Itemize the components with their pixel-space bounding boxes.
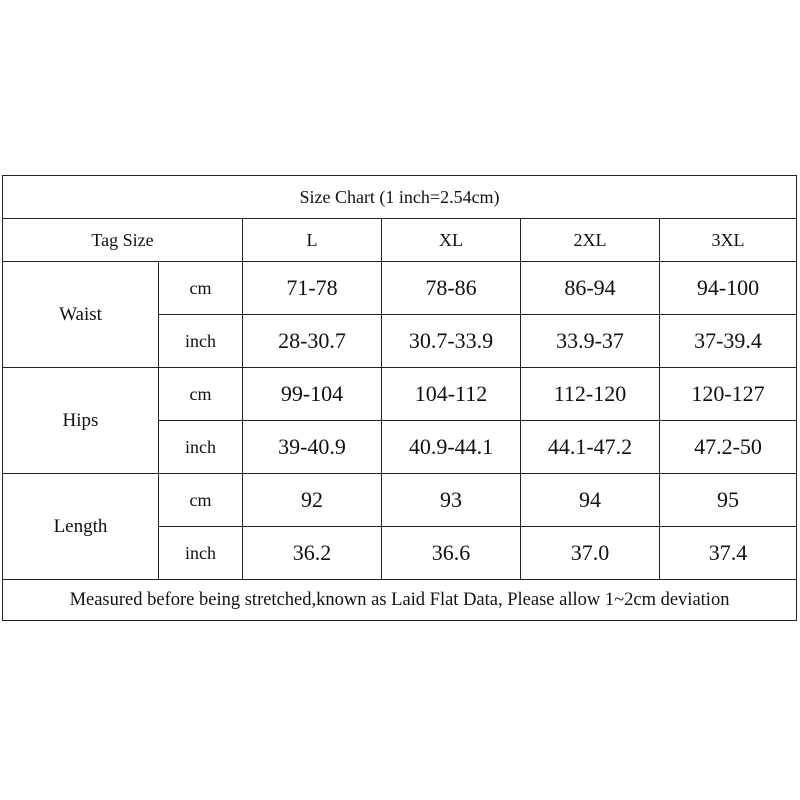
group-label-hips: Hips — [3, 368, 159, 474]
size-header-l: L — [243, 219, 382, 262]
value-cell: 37-39.4 — [660, 315, 797, 368]
value-cell: 104-112 — [382, 368, 521, 421]
size-chart-table — [2, 175, 797, 621]
size-header-2xl: 2XL — [521, 219, 660, 262]
value-cell: 37.0 — [521, 527, 660, 580]
value-cell: 36.2 — [243, 527, 382, 580]
unit-cell: cm — [159, 474, 243, 527]
value-cell: 78-86 — [382, 262, 521, 315]
unit-cell: inch — [159, 421, 243, 474]
value-cell: 94-100 — [660, 262, 797, 315]
header-row — [3, 219, 797, 262]
value-cell: 94 — [521, 474, 660, 527]
value-cell: 95 — [660, 474, 797, 527]
value-cell: 86-94 — [521, 262, 660, 315]
value-cell: 30.7-33.9 — [382, 315, 521, 368]
unit-cell: inch — [159, 315, 243, 368]
value-cell: 71-78 — [243, 262, 382, 315]
table-row — [3, 262, 797, 315]
chart-title: Size Chart (1 inch=2.54cm) — [3, 176, 797, 219]
table-row — [3, 474, 797, 527]
value-cell: 28-30.7 — [243, 315, 382, 368]
table-row — [3, 368, 797, 421]
value-cell: 40.9-44.1 — [382, 421, 521, 474]
tag-size-header: Tag Size — [3, 219, 243, 262]
value-cell: 33.9-37 — [521, 315, 660, 368]
unit-cell: cm — [159, 262, 243, 315]
value-cell: 36.6 — [382, 527, 521, 580]
value-cell: 93 — [382, 474, 521, 527]
value-cell: 112-120 — [521, 368, 660, 421]
size-header-xl: XL — [382, 219, 521, 262]
value-cell: 99-104 — [243, 368, 382, 421]
unit-cell: inch — [159, 527, 243, 580]
value-cell: 120-127 — [660, 368, 797, 421]
size-header-3xl: 3XL — [660, 219, 797, 262]
footer-note: Measured before being stretched,known as Laid Flat Data, Please allow 1~2cm deviation — [3, 580, 797, 621]
value-cell: 47.2-50 — [660, 421, 797, 474]
value-cell: 39-40.9 — [243, 421, 382, 474]
value-cell: 92 — [243, 474, 382, 527]
value-cell: 44.1-47.2 — [521, 421, 660, 474]
group-label-length: Length — [3, 474, 159, 580]
value-cell: 37.4 — [660, 527, 797, 580]
unit-cell: cm — [159, 368, 243, 421]
group-label-waist: Waist — [3, 262, 159, 368]
